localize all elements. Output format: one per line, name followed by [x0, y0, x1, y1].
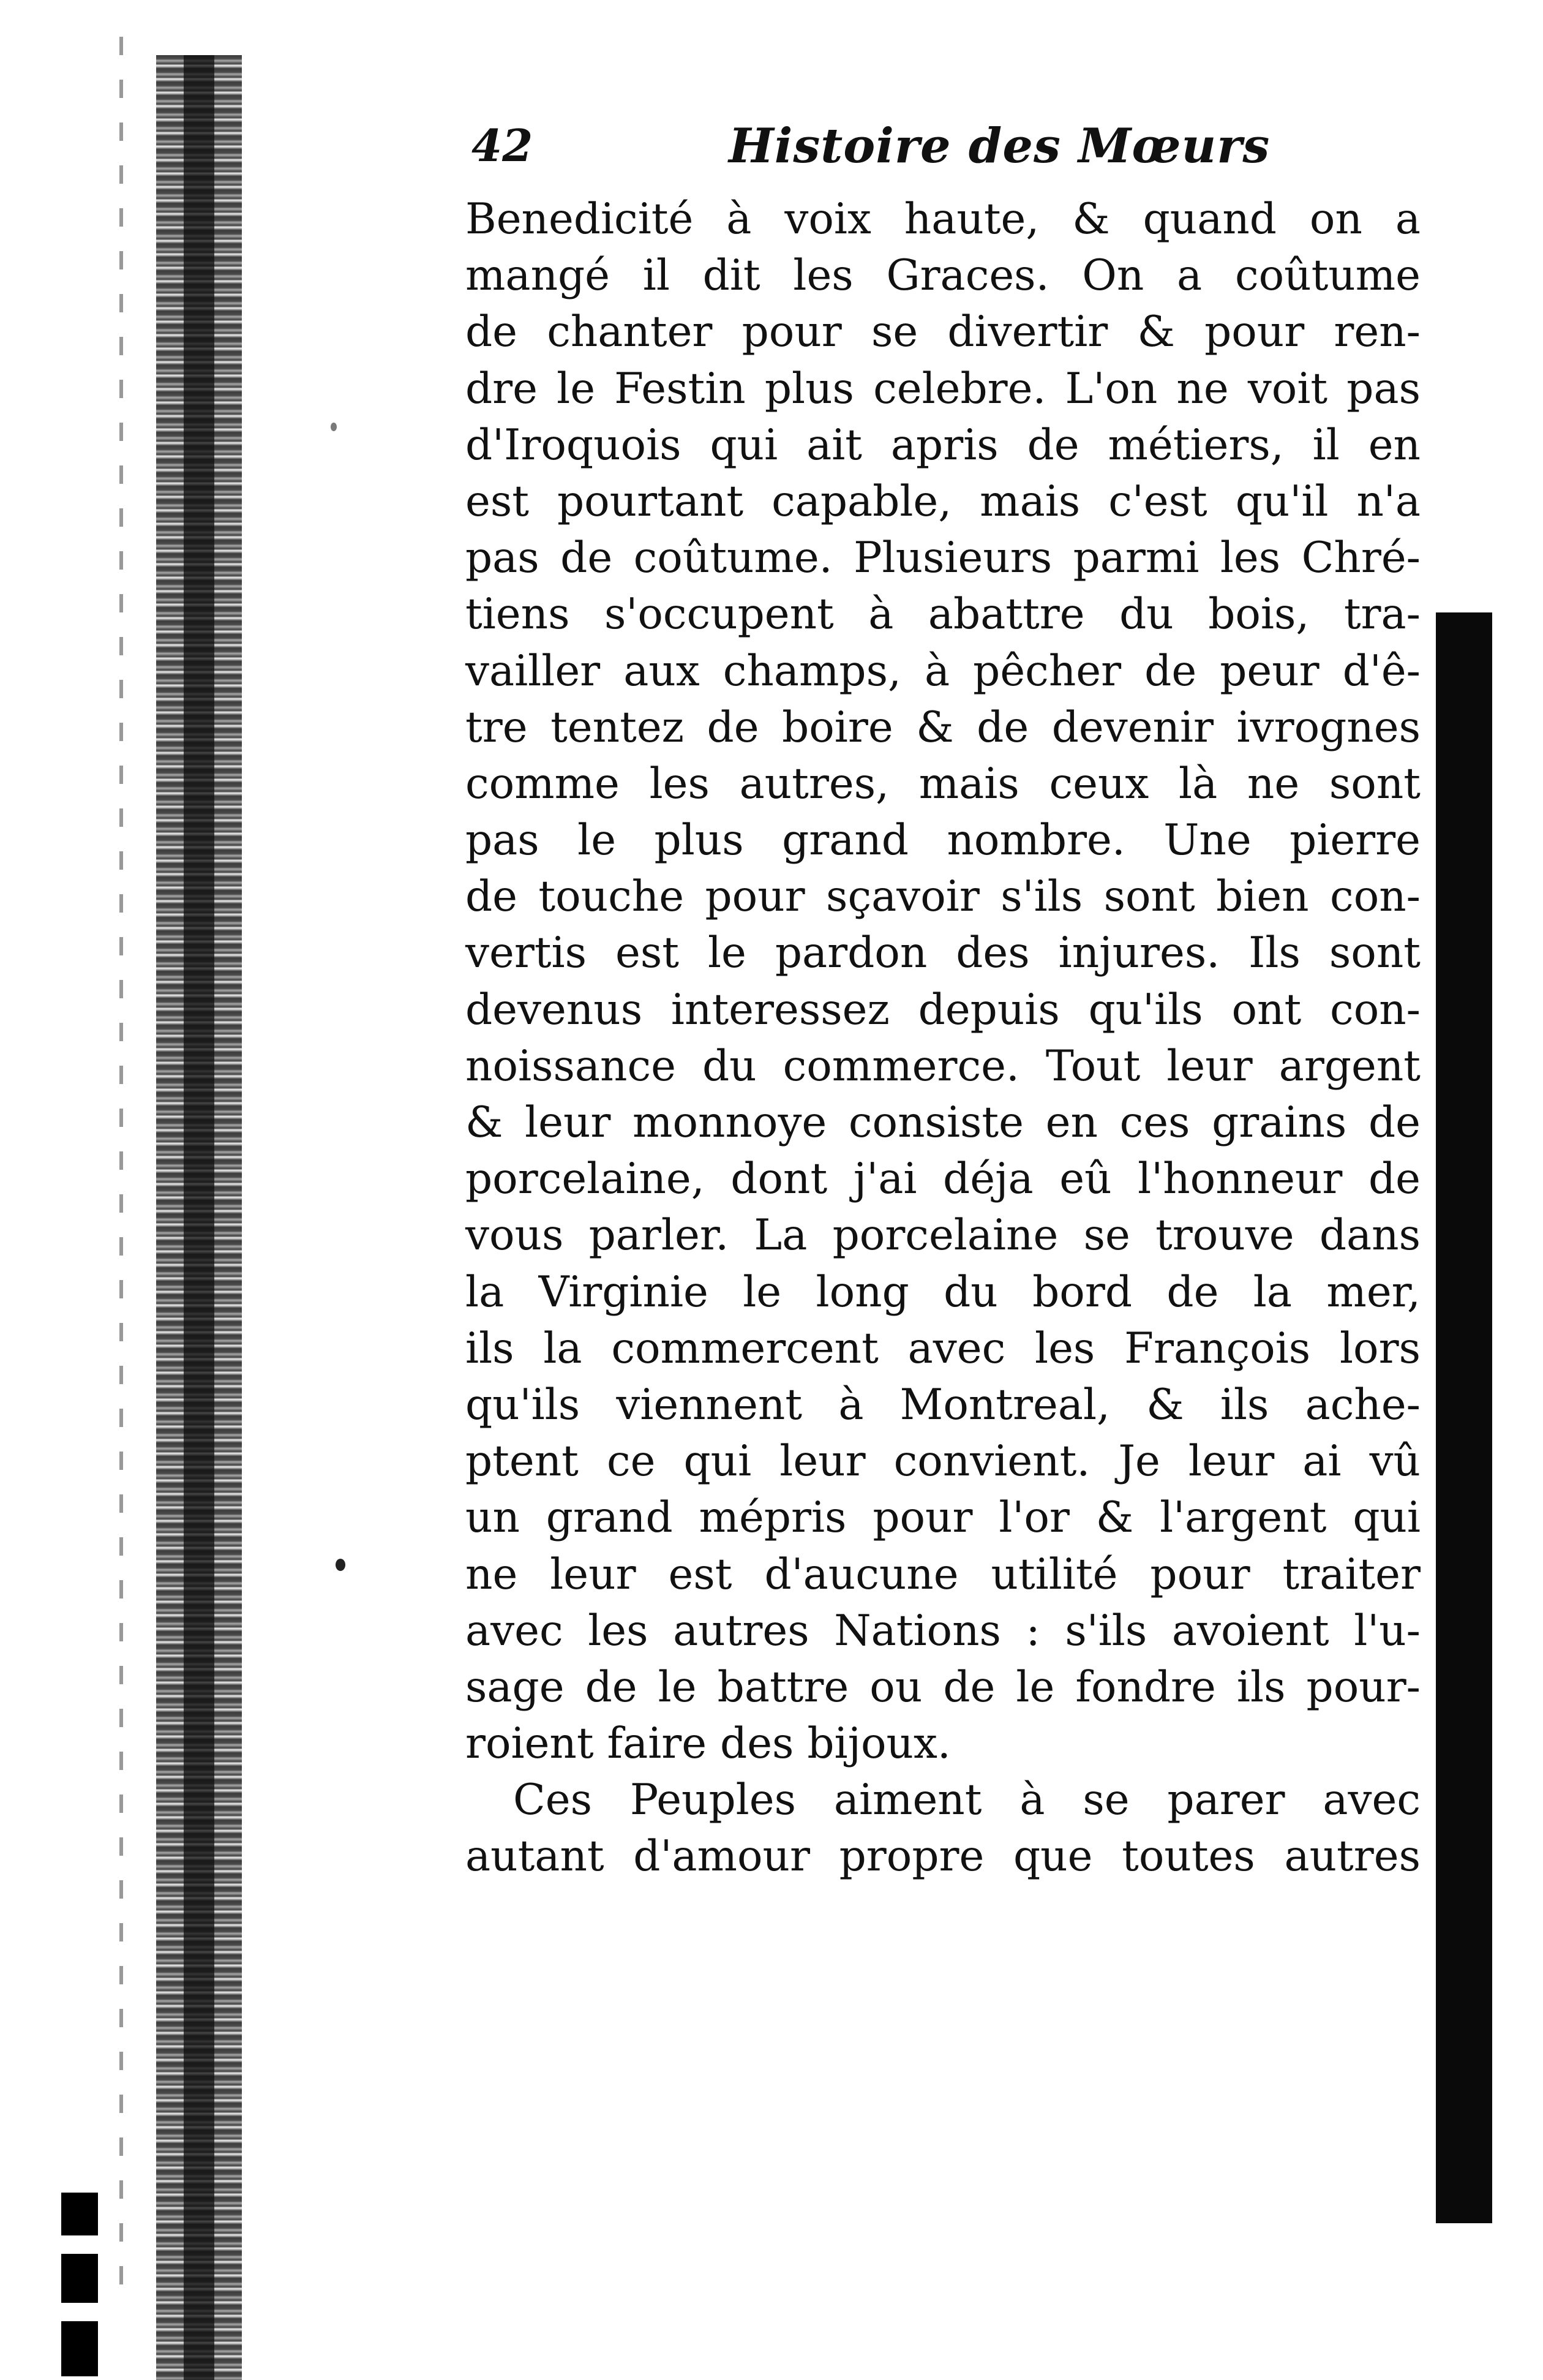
text-line: la Virginie le long du bord de la mer, [465, 1267, 1421, 1317]
edge-mark [61, 2193, 98, 2235]
text-line: ptent ce qui leur convient. Je leur ai vû [465, 1437, 1421, 1486]
text-line: & leur monnoye consiste en ces grains de [465, 1098, 1421, 1147]
text-line: tiens s'occupent à abattre du bois, tra- [465, 590, 1421, 639]
text-line: de touche pour sçavoir s'ils sont bien con- [465, 872, 1421, 922]
ink-speck [331, 423, 337, 431]
ink-speck [336, 1559, 345, 1571]
text-line: ne leur est d'aucune utilité pour traiter [465, 1550, 1421, 1599]
text-line: ils la commercent avec les François lors [465, 1324, 1421, 1373]
text-line: d'Iroquois qui ait apris de métiers, il en [465, 420, 1421, 470]
text-line: noissance du commerce. Tout leur argent [465, 1041, 1421, 1091]
text-line: tre tentez de boire & de devenir ivrognes [465, 702, 1421, 752]
text-line: vous parler. La porcelaine se trouve dans [465, 1211, 1421, 1260]
text-line: dre le Festin plus celebre. L'on ne voit pas [465, 364, 1421, 413]
page-header [471, 107, 1329, 181]
running-title: Histoire des Mœurs [729, 118, 1271, 174]
text-line: mangé il dit les Graces. On a coûtume [465, 251, 1421, 301]
binding-gutter-dark [184, 55, 214, 2380]
text-line: un grand mépris pour l'or & l'argent qui [465, 1493, 1421, 1543]
text-line: avec les autres Nations : s'ils avoient l'u- [465, 1606, 1421, 1655]
edge-mark [61, 2254, 98, 2303]
text-line: porcelaine, dont j'ai déja eû l'honneur de [465, 1154, 1421, 1204]
text-line: comme les autres, mais ceux là ne sont [465, 759, 1421, 808]
edge-mark [61, 2321, 98, 2376]
text-line: pas le plus grand nombre. Une pierre [465, 816, 1421, 865]
text-line: pas de coûtume. Plusieurs parmi les Chré- [465, 533, 1421, 583]
page-number: 42 [471, 119, 533, 171]
gutter-shadow-line [119, 37, 123, 2303]
text-line: sage de le battre ou de le fondre ils pour- [465, 1662, 1421, 1712]
text-line: vertis est le pardon des injures. Ils sont [465, 928, 1421, 978]
text-line: Ces Peuples aiment à se parer avec [513, 1776, 1421, 1825]
text-line: qu'ils viennent à Montreal, & ils ache- [465, 1380, 1421, 1429]
text-line: roient faire des bijoux. [465, 1719, 951, 1769]
body-text [465, 191, 1421, 1885]
text-line: devenus interessez depuis qu'ils ont con- [465, 985, 1421, 1034]
text-line: Benedicité à voix haute, & quand on a [465, 195, 1421, 244]
text-line: autant d'amour propre que toutes autres [465, 1832, 1421, 1881]
page-edge-shadow [1436, 612, 1492, 2223]
text-line: est pourtant capable, mais c'est qu'il n'a [465, 476, 1421, 526]
text-line: vailler aux champs, à pêcher de peur d'ê- [465, 646, 1421, 696]
text-line: de chanter pour se divertir & pour ren- [465, 307, 1421, 357]
